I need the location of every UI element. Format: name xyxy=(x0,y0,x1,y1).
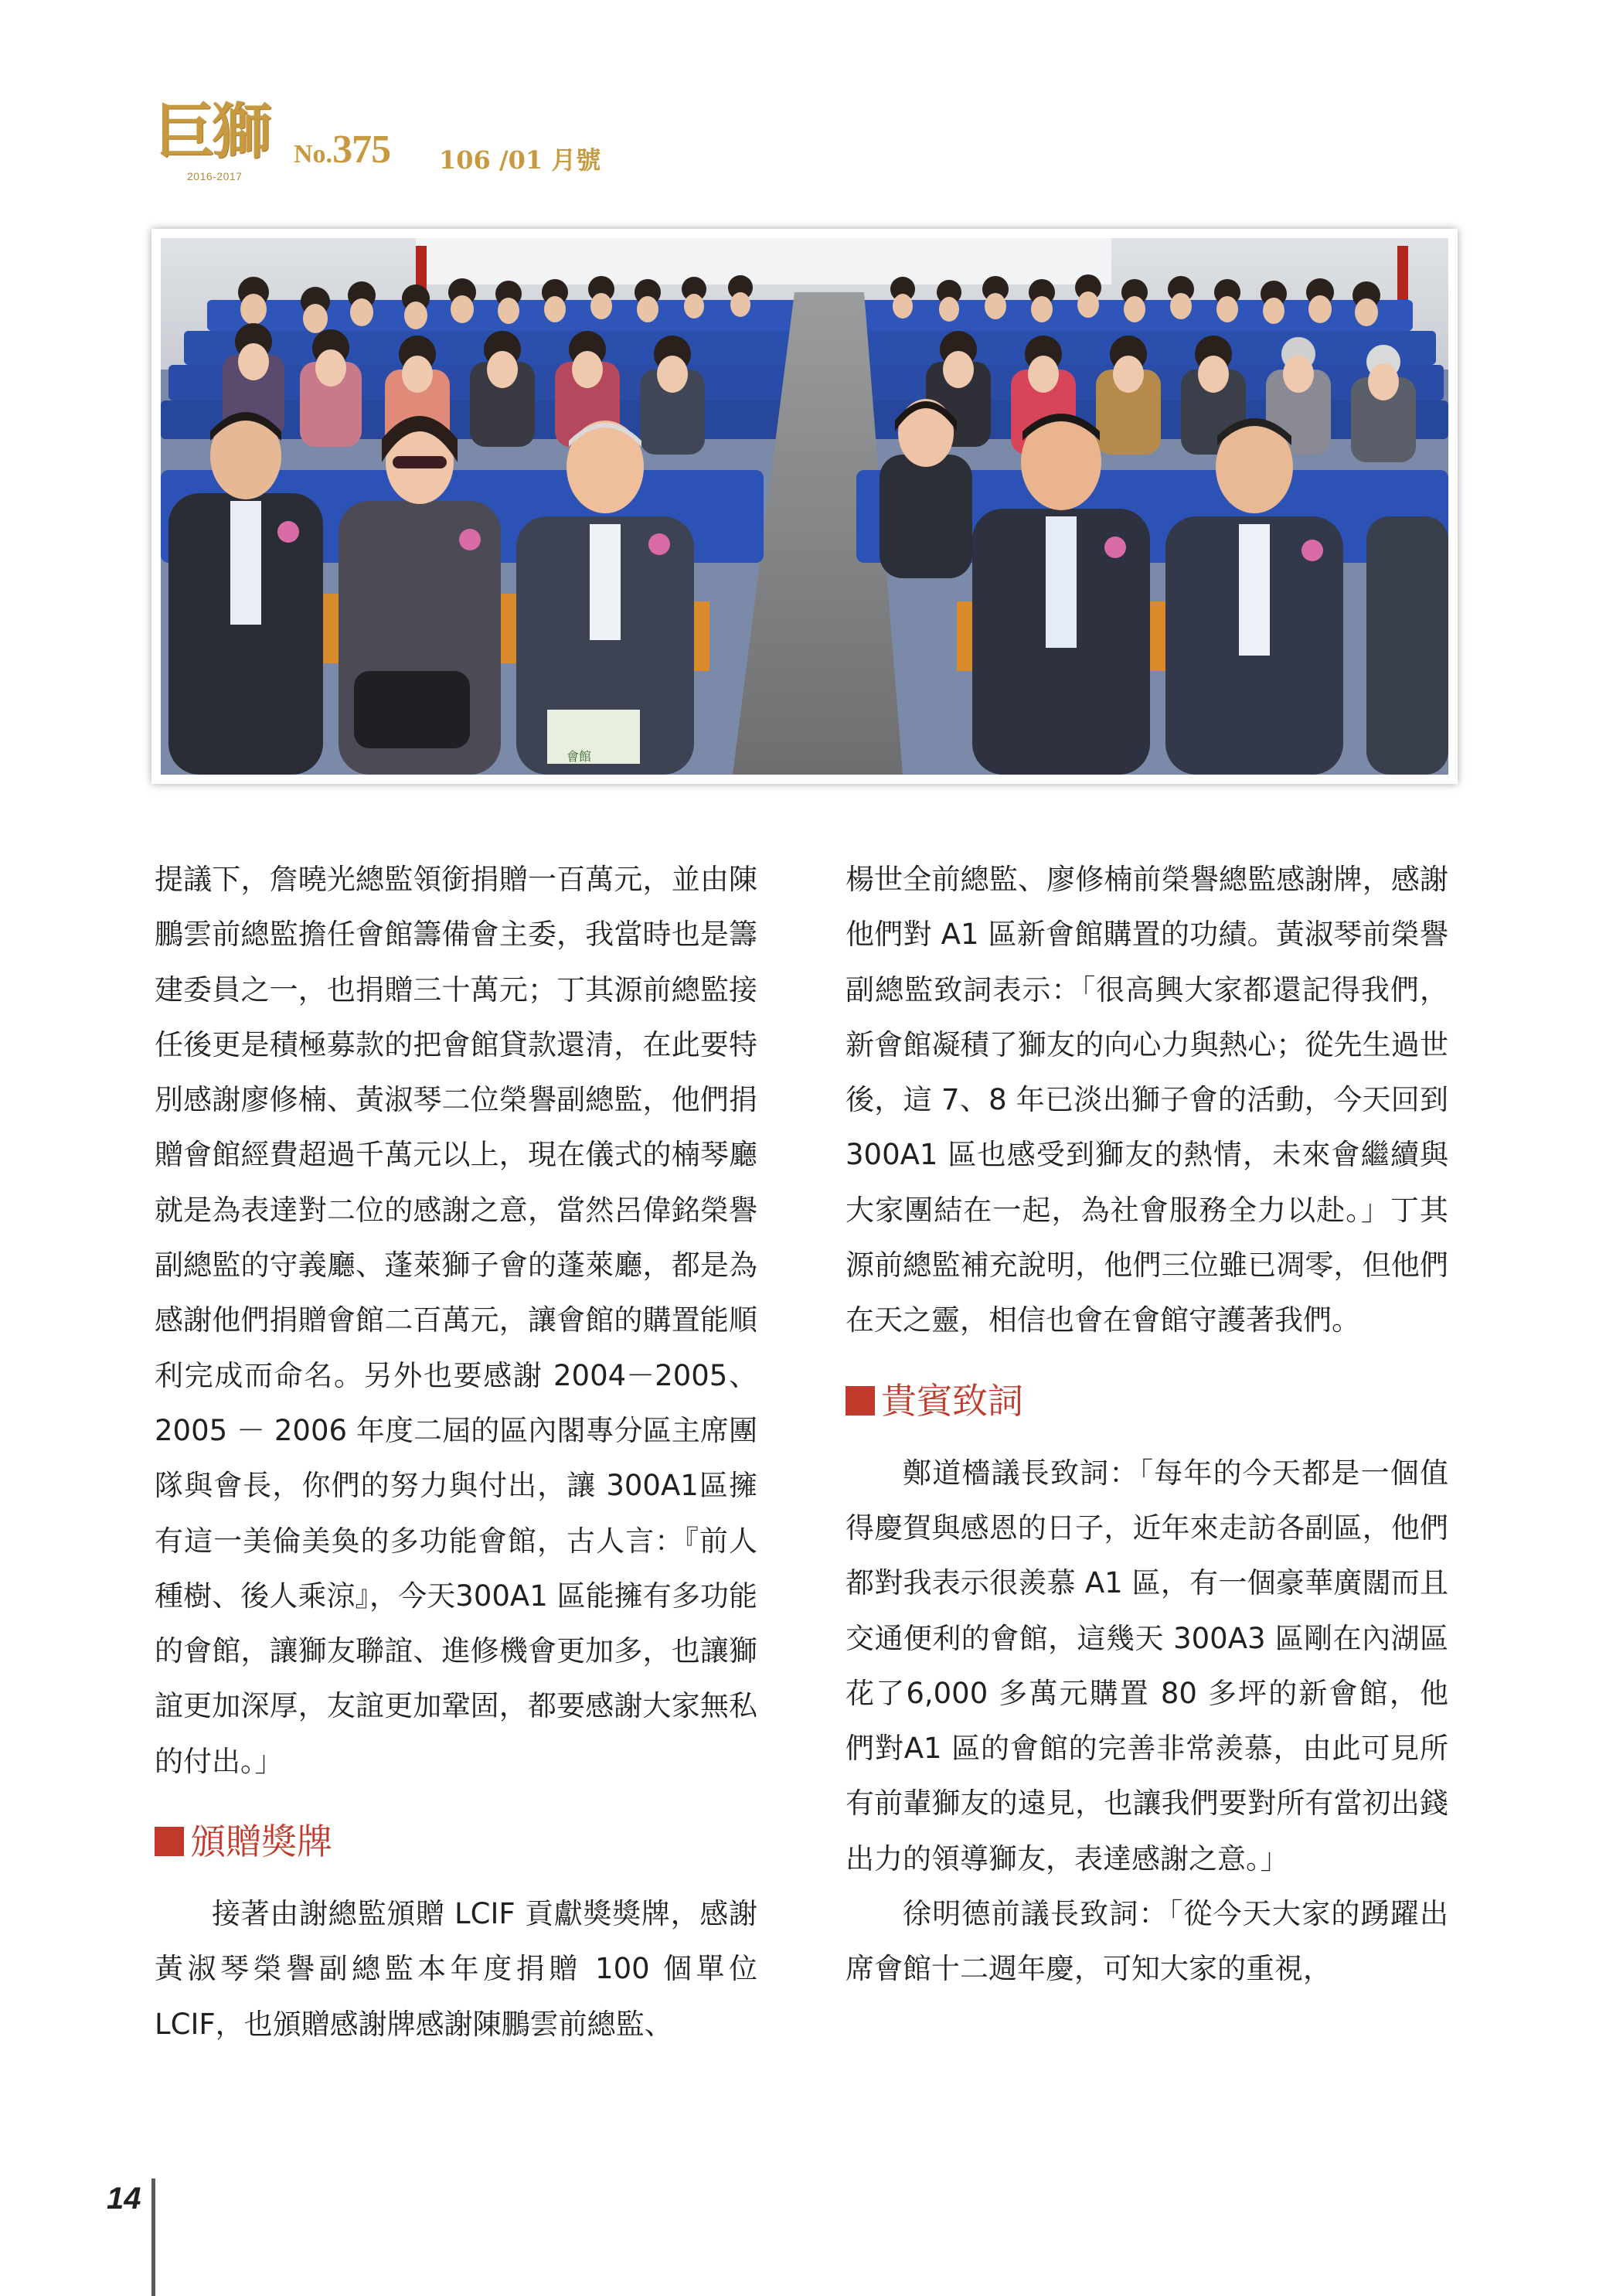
square-bullet-icon xyxy=(846,1386,875,1415)
logo-title: 巨獅 xyxy=(155,97,270,167)
article-paragraph: 提議下，詹曉光總監領銜捐贈一百萬元，並由陳鵬雲前總監擔任會館籌備會主委，我當時也是籌建委員之一，也捐贈三十萬元；丁其源前總監接任後更是積極募款的把會館貸款還清，在此要特別感謝廖修楠、黃淑琴二位榮譽副總監，他們捐贈會館經費超過千萬元以上，現在儀式的楠琴廳就是為表達對二位的感謝之意，當然呂偉銘榮譽副總監的守義廳、蓬萊獅子會的蓬萊廳，都是為感謝他們捐贈會館二百萬元，讓會館的購置能順利完成而命名。另外也要感謝 2004－2005、2005 － 2006 年度二屆的區內閣專分區主席團隊與會長，你們的努力與付出，讓 300A1區擁有這一美倫美奐的多功能會館，古人言：『前人種樹、後人乘涼』，今天300A1 區能擁有多功能的會館，讓獅友聯誼、進修機會更加多，也讓獅誼更加深厚，友誼更加鞏固，都要感謝大家無私的付出。」 xyxy=(155,863,757,1778)
article-paragraph: 鄭道檣議長致詞：「每年的今天都是一個值得慶賀與感恩的日子，近年來走訪各副區，他們都對我表示很羨慕 A1 區，有一個豪華廣闊而且交通便利的會館，這幾天 300A3 區剛在內湖區花了6,000 多萬元購置 80 多坪的新會館，他們對A1 區的會館的完善非常羨慕，由此可見所有前輩獅友的遠見，也讓我們要對所有當初出錢出力的領導獅友，表達感謝之意。」 xyxy=(846,1456,1448,1875)
group-photo-image xyxy=(161,238,1448,775)
issue-date: 106 /01 月號 xyxy=(439,145,601,175)
page-divider-bar xyxy=(151,2178,155,2296)
photo-illustration xyxy=(161,238,1448,775)
issue-number-value: 375 xyxy=(332,128,391,172)
section-heading-text: 貴賓致詞 xyxy=(881,1379,1023,1422)
issue-prefix: No. xyxy=(294,140,333,169)
section-heading-award xyxy=(155,1801,757,1882)
section-heading-text: 頒贈獎牌 xyxy=(190,1821,332,1863)
booklet-text: 會館 xyxy=(567,749,592,764)
article-left-column xyxy=(155,852,757,2052)
issue-number xyxy=(294,127,390,172)
article-paragraph: 接著由謝總監頒贈 LCIF 貢獻獎獎牌，感謝黃淑琴榮譽副總監本年度捐贈 100 個單位 LCIF，也頒贈感謝牌感謝陳鵬雲前總監、 xyxy=(155,1897,757,2041)
logo-years: 2016-2017 xyxy=(187,170,243,182)
article-paragraph: 徐明德前議長致詞：「從今天大家的踴躍出席會館十二週年慶，可知大家的重視， xyxy=(846,1897,1448,1986)
section-heading-guest-speech xyxy=(846,1361,1448,1441)
page-number: 14 xyxy=(107,2182,141,2216)
article-right-column xyxy=(846,852,1448,1997)
square-bullet-icon xyxy=(155,1827,184,1856)
magazine-logo xyxy=(155,97,278,184)
article-paragraph: 楊世全前總監、廖修楠前榮譽總監感謝牌，感謝他們對 A1 區新會館購置的功績。黃淑琴前榮譽副總監致詞表示：「很高興大家都還記得我們，新會館凝積了獅友的向心力與熱心；從先生過世後，這 7、8 年已淡出獅子會的活動，今天回到 300A1 區也感受到獅友的熱情，未來會繼續與大家團結在一起，為社會服務全力以赴。」丁其源前總監補充說明，他們三位雖已凋零，但他們在天之靈，相信也會在會館守護著我們。 xyxy=(846,863,1448,1337)
photo-frame xyxy=(151,229,1458,784)
